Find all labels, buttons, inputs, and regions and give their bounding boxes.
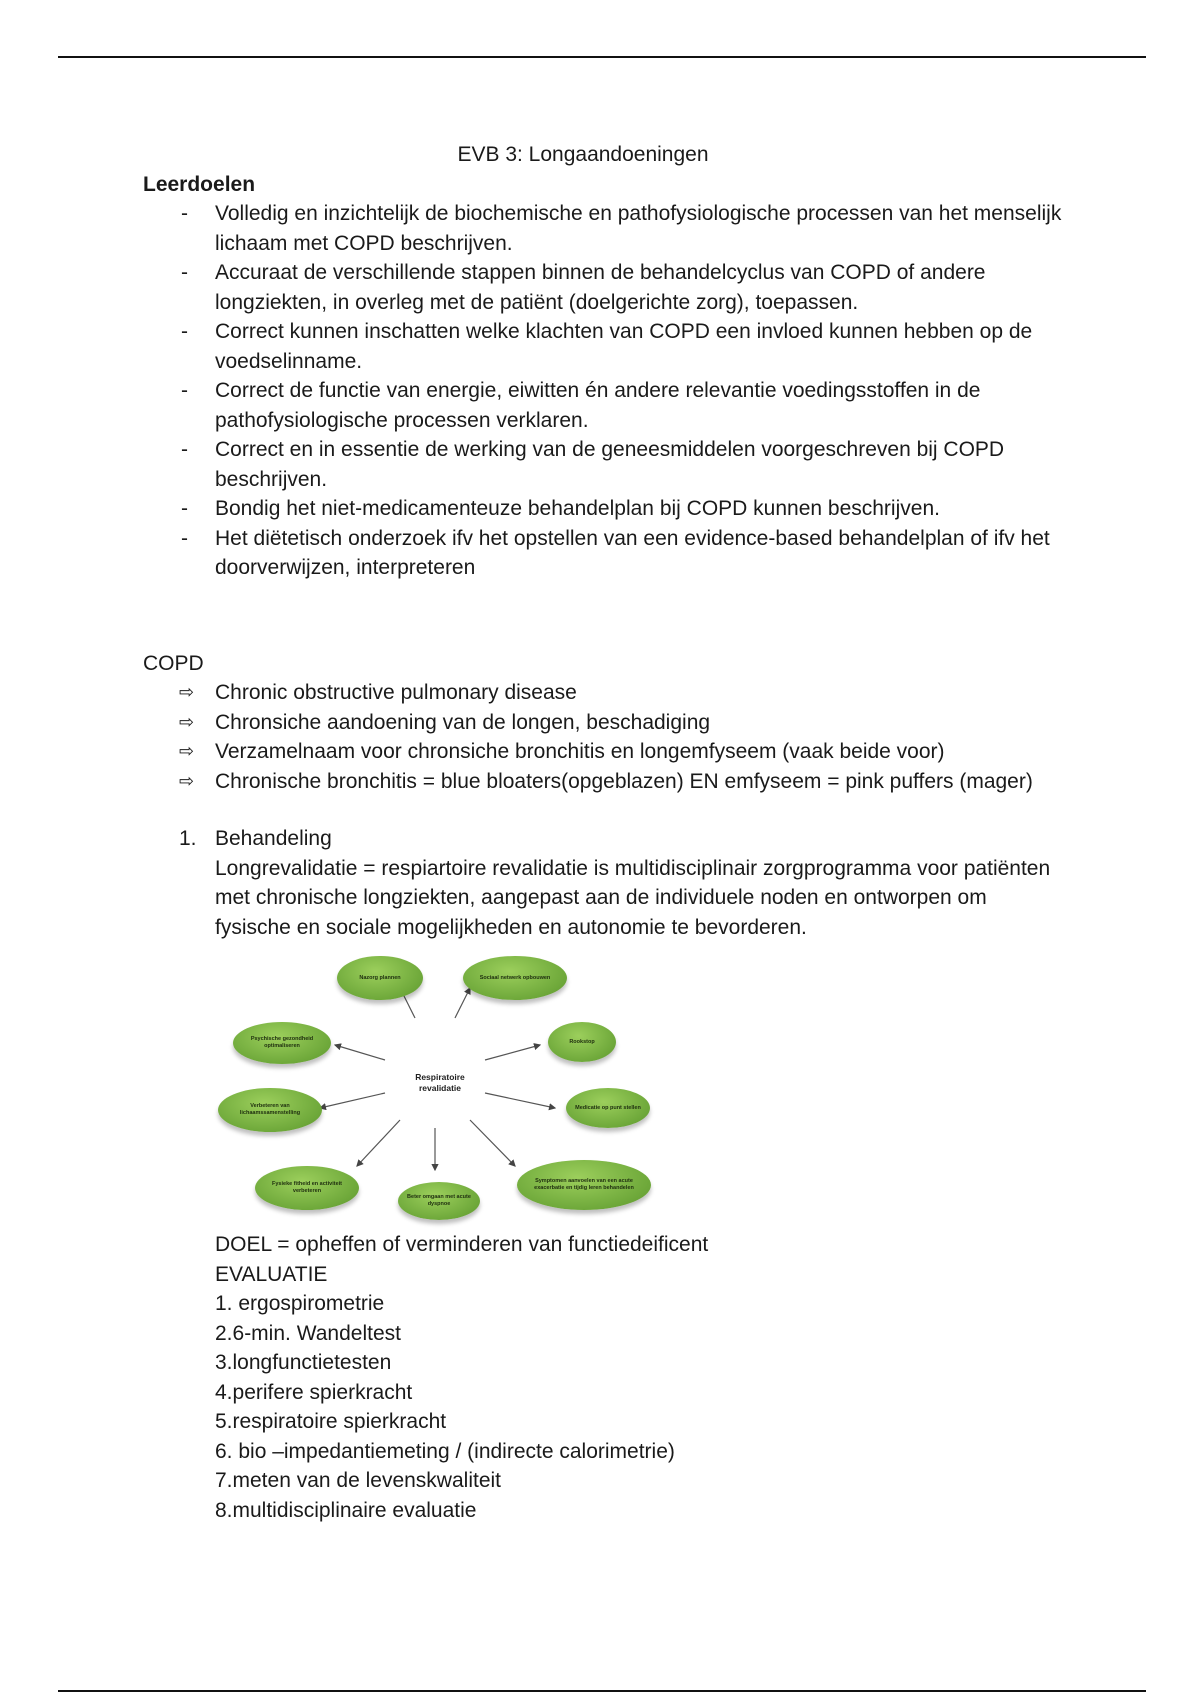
evaluatie-item: 6. bio –impedantiemeting / (indirecte calorimetrie)	[215, 1439, 675, 1463]
diagram-arrow	[470, 1120, 515, 1166]
diagram-node: Medicatie op punt stellen	[566, 1088, 650, 1128]
leerdoelen-heading: Leerdoelen	[143, 172, 256, 196]
evaluatie-item: 8.multidisciplinaire evaluatie	[215, 1498, 477, 1522]
evaluatie-item: 4.perifere spierkracht	[215, 1380, 413, 1404]
list-item: ⇨ Chronische bronchitis = blue bloaters(opgeblazen) EN emfyseem = pink puffers (mager)	[143, 767, 1063, 797]
diagram-arrow	[455, 988, 470, 1018]
arrow-icon: ⇨	[179, 682, 195, 702]
doel-text: DOEL = opheffen of verminderen van functiedeificent	[215, 1233, 709, 1256]
section-number: 1.	[179, 827, 197, 850]
dash-bullet: -	[181, 526, 188, 550]
diagram-arrow	[335, 1045, 385, 1060]
diagram-node: Symptomen aanvoelen van een acute exacerbatie en tijdig leren behandelen	[517, 1160, 651, 1210]
dash-bullet: -	[181, 261, 188, 284]
diagram-arrow	[357, 1120, 400, 1166]
list-item: - Correct de functie van energie, eiwitten én andere relevantie voedingsstoffen in de pathofysiologische processen verklaren.	[143, 376, 1063, 435]
behandeling-section	[143, 824, 1063, 942]
revalidatie-diagram	[215, 948, 655, 1228]
diagram-node: Nazorg plannen	[337, 956, 423, 1000]
dash-bullet: -	[181, 320, 188, 343]
evaluatie-item: 7.meten van de levenskwaliteit	[215, 1469, 501, 1492]
diagram-node: Sociaal netwerk opbouwen	[463, 956, 567, 1000]
arrow-icon: ⇨	[179, 711, 195, 732]
list-item: - Volledig en inzichtelijk de biochemische en pathofysiologische processen van het menselijk lichaam met COPD beschrijven.	[143, 199, 1063, 258]
diagram-node: Verbeteren van lichaamssamenstelling	[218, 1088, 322, 1132]
diagram-node: Rookstop	[548, 1022, 616, 1062]
diagram-node: Fysieke fitheid en activiteit verbeteren	[255, 1166, 359, 1210]
document-body	[143, 140, 1063, 1525]
evaluatie-block	[143, 1230, 1063, 1525]
header-rule	[58, 56, 1146, 58]
footer-rule	[58, 1690, 1146, 1692]
leerdoelen-list	[143, 199, 1063, 583]
list-item: ⇨ Verzamelnaam voor chronsiche bronchitis en longemfyseem (vaak beide voor)	[143, 737, 1063, 767]
behandeling-description: Longrevalidatie = respiartoire revalidatie is multidisciplinair zorgprogramma voor patiënten met chronische longziekten, aangepast aan de individuele noden en ontworpen om fysische en sociale mogelijkheden en autonomie te bevorderen.	[215, 856, 1051, 939]
behandeling-heading: Behandeling	[215, 827, 332, 850]
page-title: EVB 3: Longaandoeningen	[457, 143, 709, 166]
evaluatie-item: 3.longfunctietesten	[215, 1351, 392, 1374]
list-item: ⇨ Chronic obstructive pulmonary disease	[143, 678, 1063, 708]
dash-bullet: -	[181, 379, 188, 402]
list-item: - Accuraat de verschillende stappen binnen de behandelcyclus van COPD of andere longziekten, in overleg met de patiënt (doelgerichte zorg), toepassen.	[143, 258, 1063, 317]
evaluatie-item: 2.6-min. Wandeltest	[215, 1321, 401, 1345]
arrow-icon: ⇨	[179, 741, 195, 761]
diagram-node: Beter omgaan met acute dyspnoe	[398, 1182, 480, 1220]
evaluatie-item: 1. ergospirometrie	[215, 1292, 385, 1315]
dash-bullet: -	[181, 202, 188, 225]
list-item: - Bondig het niet-medicamenteuze behandelplan bij COPD kunnen beschrijven.	[143, 494, 1063, 524]
arrow-icon: ⇨	[179, 770, 195, 791]
list-item: ⇨ Chronsiche aandoening van de longen, beschadiging	[143, 708, 1063, 738]
evaluatie-heading: EVALUATIE	[215, 1262, 328, 1286]
list-item: - Correct en in essentie de werking van de geneesmiddelen voorgeschreven bij COPD beschrijven.	[143, 435, 1063, 494]
diagram-arrow	[320, 1093, 385, 1108]
dash-bullet: -	[181, 438, 188, 461]
copd-heading: COPD	[143, 651, 204, 675]
list-item: - Het diëtetisch onderzoek ifv het opstellen van een evidence-based behandelplan of ifv het doorverwijzen, interpreteren	[143, 524, 1063, 583]
copd-list	[143, 678, 1063, 796]
diagram-arrow	[485, 1045, 540, 1060]
evaluatie-item: 5.respiratoire spierkracht	[215, 1410, 447, 1433]
diagram-center-label: Respiratoire revalidatie	[415, 1072, 465, 1093]
diagram-node: Psychische gezondheid optimaliseren	[233, 1022, 331, 1064]
dash-bullet: -	[181, 497, 188, 520]
list-item: - Correct kunnen inschatten welke klachten van COPD een invloed kunnen hebben op de voedselinname.	[143, 317, 1063, 376]
diagram-arrow	[485, 1093, 555, 1108]
